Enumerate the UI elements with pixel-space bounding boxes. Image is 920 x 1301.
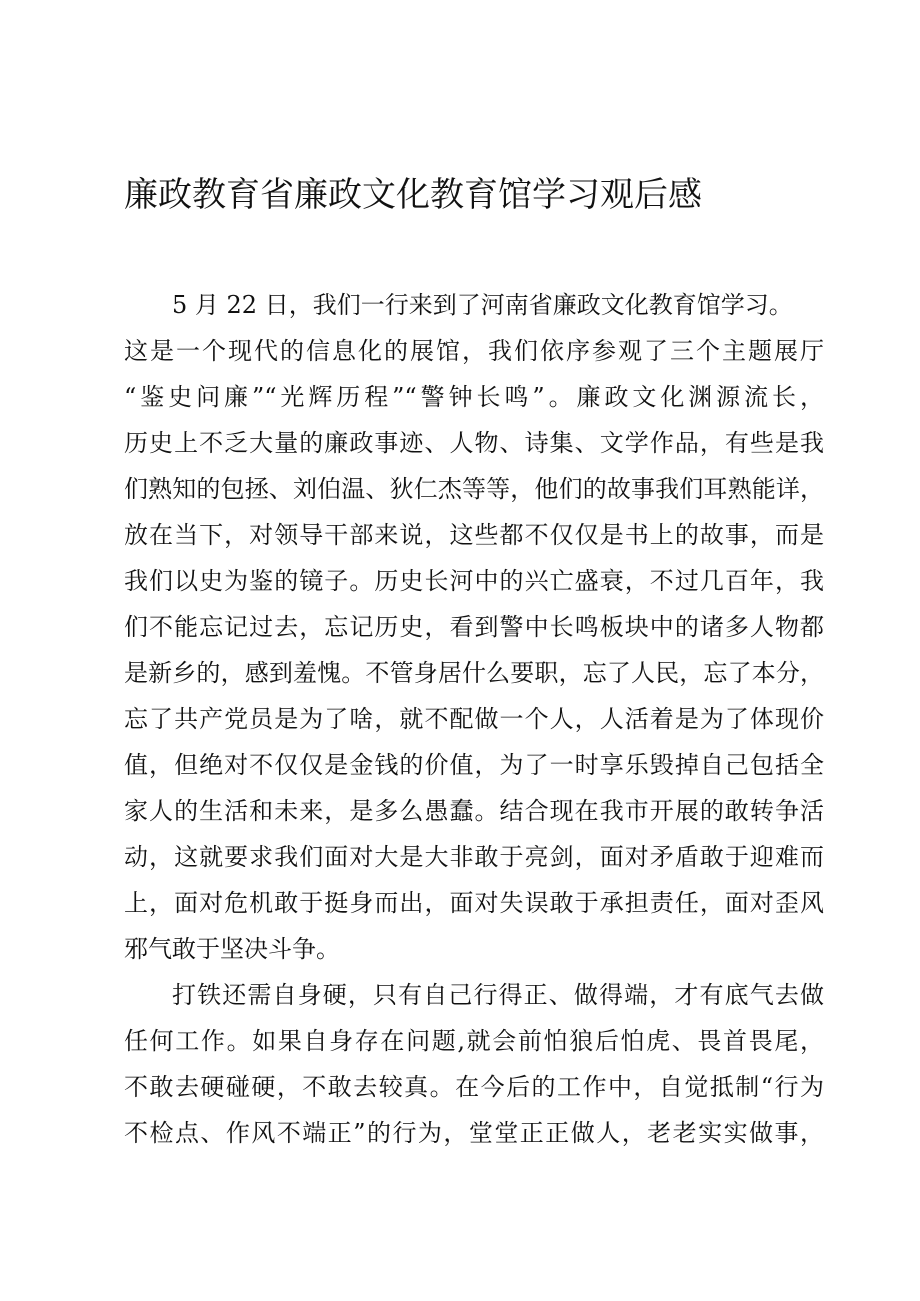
paragraph-line: 历史上不乏大量的廉政事迹、人物、诗集、文学作品，有些是我 — [124, 429, 824, 457]
paragraph-line: 是新乡的，感到羞愧。不管身居什么要职，忘了人民，忘了本分， — [124, 659, 824, 687]
document-body — [124, 282, 824, 1156]
paragraph-line: 任何工作。如果自身存在问题,就会前怕狼后怕虎、畏首畏尾， — [124, 1027, 824, 1055]
paragraph-line: 邪气敢于坚决斗争。 — [124, 935, 340, 963]
paragraph-line: 这是一个现代的信息化的展馆，我们依序参观了三个主题展厅 — [124, 337, 824, 365]
paragraph-line: 们不能忘记过去，忘记历史，看到警中长鸣板块中的诸多人物都 — [124, 613, 824, 641]
paragraph-2 — [124, 972, 824, 1156]
paragraph-line: 家人的生活和未来，是多么愚蠢。结合现在我市开展的敢转争活 — [124, 797, 824, 825]
paragraph-line: 我们以史为鉴的镜子。历史长河中的兴亡盛衰，不过几百年，我 — [124, 567, 824, 595]
paragraph-line: 们熟知的包拯、刘伯温、狄仁杰等等，他们的故事我们耳熟能详， — [124, 475, 824, 503]
paragraph-line: 5 月 22 日，我们一行来到了河南省廉政文化教育馆学习。 — [172, 291, 793, 319]
paragraph-line: 上，面对危机敢于挺身而出，面对失误敢于承担责任，面对歪风 — [124, 889, 824, 917]
paragraph-line: 不检点、作风不端正”的行为，堂堂正正做人，老老实实做事， — [124, 1119, 824, 1147]
paragraph-line: 动，这就要求我们面对大是大非敢于亮剑，面对矛盾敢于迎难而 — [124, 843, 824, 871]
paragraph-1 — [124, 282, 824, 972]
paragraph-line: 值，但绝对不仅仅是金钱的价值，为了一时享乐毁掉自己包括全 — [124, 751, 824, 779]
paragraph-line: 忘了共产党员是为了啥，就不配做一个人，人活着是为了体现价 — [124, 705, 824, 733]
paragraph-line: “鉴史问廉”“光辉历程”“警钟长鸣”。廉政文化渊源流长， — [124, 383, 824, 411]
document-title: 廉政教育省廉政文化教育馆学习观后感 — [124, 175, 702, 215]
paragraph-line: 不敢去硬碰硬，不敢去较真。在今后的工作中，自觉抵制“行为 — [124, 1073, 824, 1101]
paragraph-line: 放在当下，对领导干部来说，这些都不仅仅是书上的故事，而是 — [124, 521, 824, 549]
paragraph-line: 打铁还需自身硬，只有自己行得正、做得端，才有底气去做 — [172, 981, 824, 1009]
